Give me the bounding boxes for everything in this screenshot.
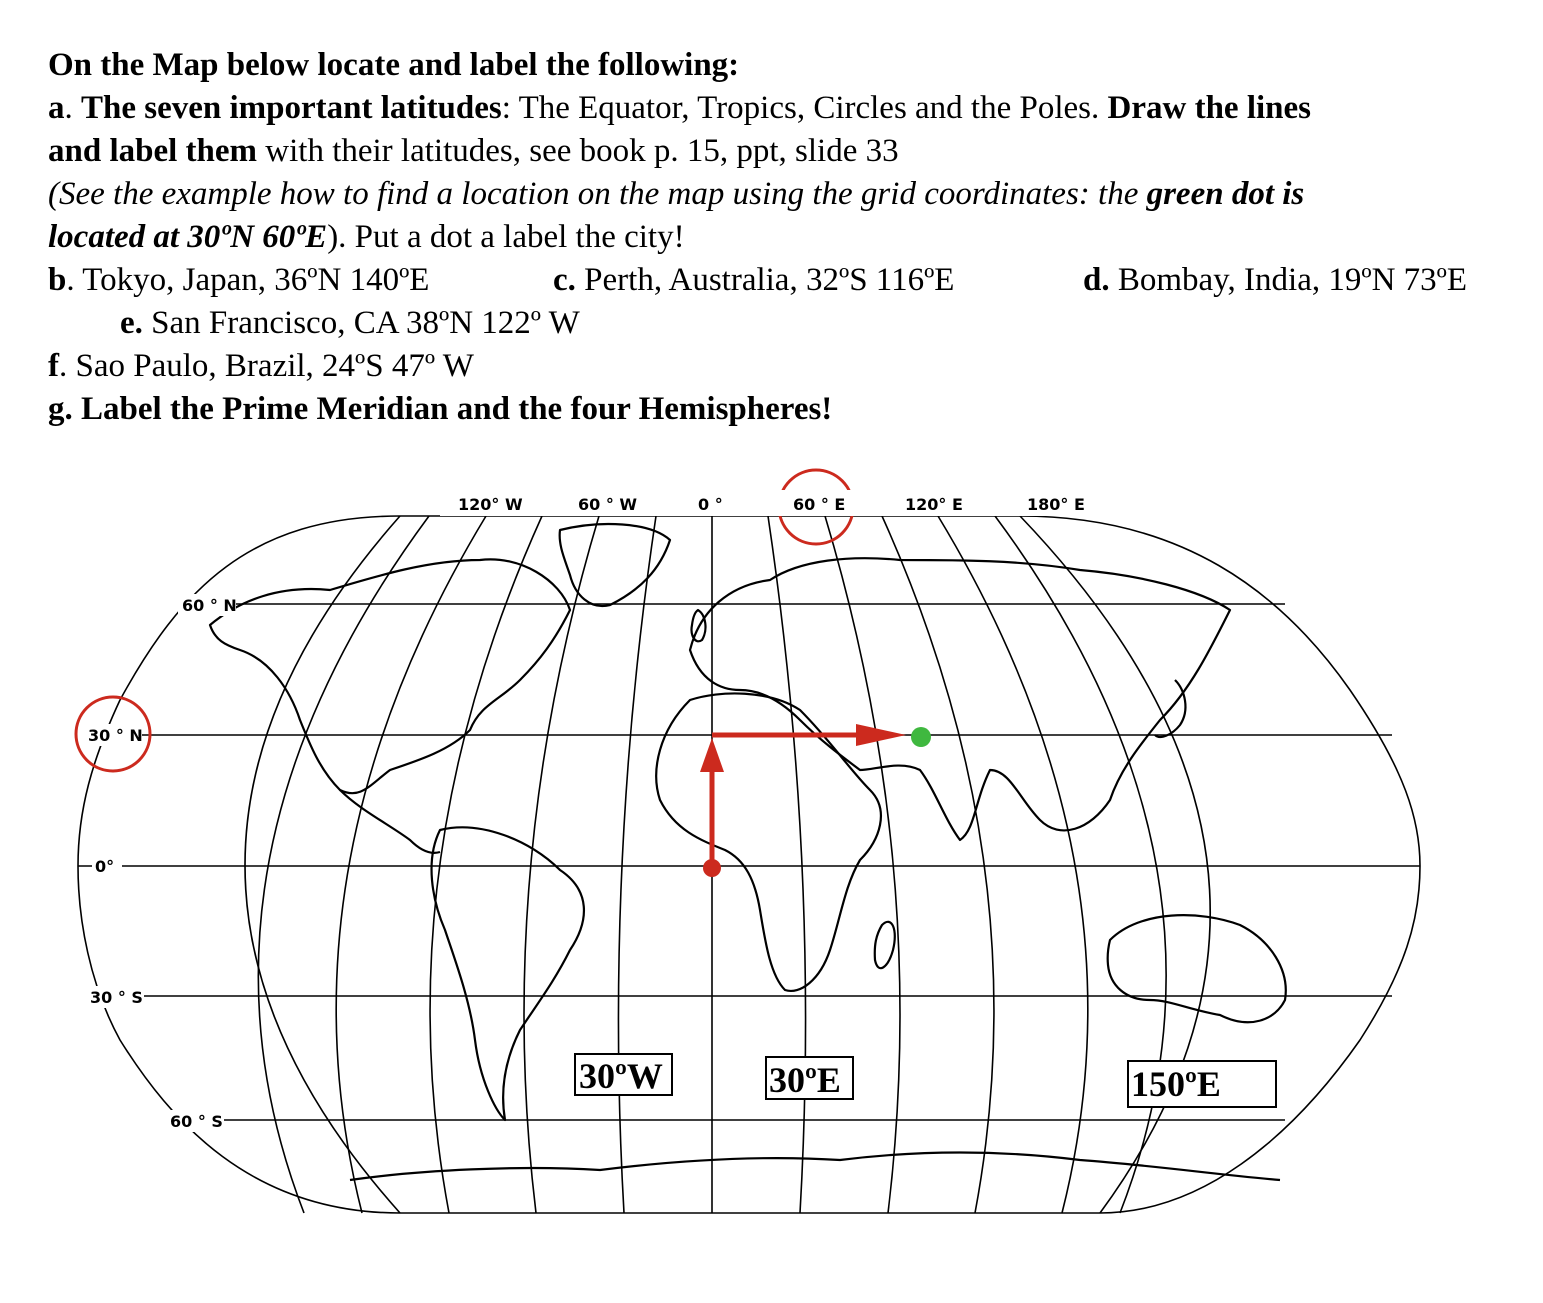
arrow-right-head: [856, 724, 906, 746]
item-a-title: The seven important latitudes: [81, 90, 502, 126]
south-america: [432, 827, 584, 1120]
lat-label-equator: 0°: [95, 857, 115, 876]
arrow-up-head: [700, 738, 724, 772]
meridian-60e: [825, 516, 900, 1213]
example-bold-2: located at 30ºN 60ºE: [48, 219, 328, 255]
australia: [1108, 915, 1286, 1022]
meridian-180e: [1020, 516, 1210, 1213]
antarctica: [350, 1153, 1280, 1181]
item-g: g. Label the Prime Meridian and the four Hemispheres!: [48, 391, 833, 427]
lon-label-60w: 60 ° W: [578, 495, 638, 514]
city-d-text: Bombay, India, 19ºN 73ºE: [1109, 262, 1468, 298]
item-a-instruction-2: and label them: [48, 133, 258, 169]
meridian-150e: [995, 516, 1166, 1213]
example-italic: (See the example how to find a location on the map using the grid coordinates: the: [48, 176, 1147, 212]
city-b-letter: b: [48, 262, 67, 298]
meridian-150w: [258, 516, 429, 1213]
meridian-30w: [618, 516, 656, 1213]
item-a-line1: a. The seven important latitudes: The Equator, Tropics, Circles and the Poles. Draw the lines: [48, 90, 1311, 126]
lon-label-0: 0 °: [698, 495, 723, 514]
box-label-30e: 30ºE: [769, 1060, 841, 1100]
lat-label-30n: 30 ° N: [88, 726, 143, 745]
meridian-30e: [768, 516, 806, 1213]
city-f-text: . Sao Paulo, Brazil, 24ºS 47º W: [59, 348, 474, 384]
central-america: [340, 790, 440, 853]
city-c-text: Perth, Australia, 32ºS 116ºE: [575, 262, 955, 298]
heading: On the Map below locate and label the following:: [48, 47, 740, 83]
meridian-120w: [336, 516, 486, 1213]
africa: [656, 693, 881, 991]
meridian-60w: [524, 516, 599, 1213]
example-bold-1: green dot is: [1146, 176, 1305, 212]
north-america: [210, 559, 570, 793]
lat-label-60n: 60 ° N: [182, 596, 237, 615]
box-label-30w: 30ºW: [579, 1056, 663, 1096]
item-a-text1: : The Equator, Tropics, Circles and the Poles.: [501, 90, 1108, 126]
lon-label-120w: 120° W: [458, 495, 523, 514]
example-tail: ). Put a dot a label the city!: [327, 219, 685, 255]
lat-label-30s: 30 ° S: [90, 988, 143, 1007]
item-a-letter: a: [48, 90, 65, 126]
city-e-letter: e.: [120, 305, 143, 341]
city-e-text: San Francisco, CA 38ºN 122º W: [142, 305, 580, 341]
continents: [210, 524, 1286, 1180]
madagascar: [875, 922, 895, 968]
meridian-120e: [938, 516, 1088, 1213]
lon-label-180e: 180° E: [1027, 495, 1085, 514]
green-dot: [911, 727, 931, 747]
lat-label-60s: 60 ° S: [170, 1112, 223, 1131]
europe-asia: [690, 558, 1230, 840]
origin-dot: [703, 859, 721, 877]
map-outline: [78, 516, 1420, 1213]
meridian-90e: [882, 516, 994, 1213]
lon-label-120e: 120° E: [905, 495, 963, 514]
item-a-instruction-1: Draw the lines: [1107, 90, 1311, 126]
city-d-letter: d.: [1083, 262, 1110, 298]
meridian-90w: [430, 516, 542, 1213]
city-f-letter: f: [48, 348, 59, 384]
example-path: [700, 724, 931, 877]
city-c-letter: c.: [553, 262, 576, 298]
box-label-150e: 150ºE: [1131, 1064, 1221, 1104]
lon-label-60e: 60 ° E: [793, 495, 846, 514]
graticule: [78, 516, 1420, 1213]
item-a-text2: with their latitudes, see book p. 15, ppt, slide 33: [257, 133, 899, 169]
city-b-text: . Tokyo, Japan, 36ºN 140ºE: [66, 262, 430, 298]
